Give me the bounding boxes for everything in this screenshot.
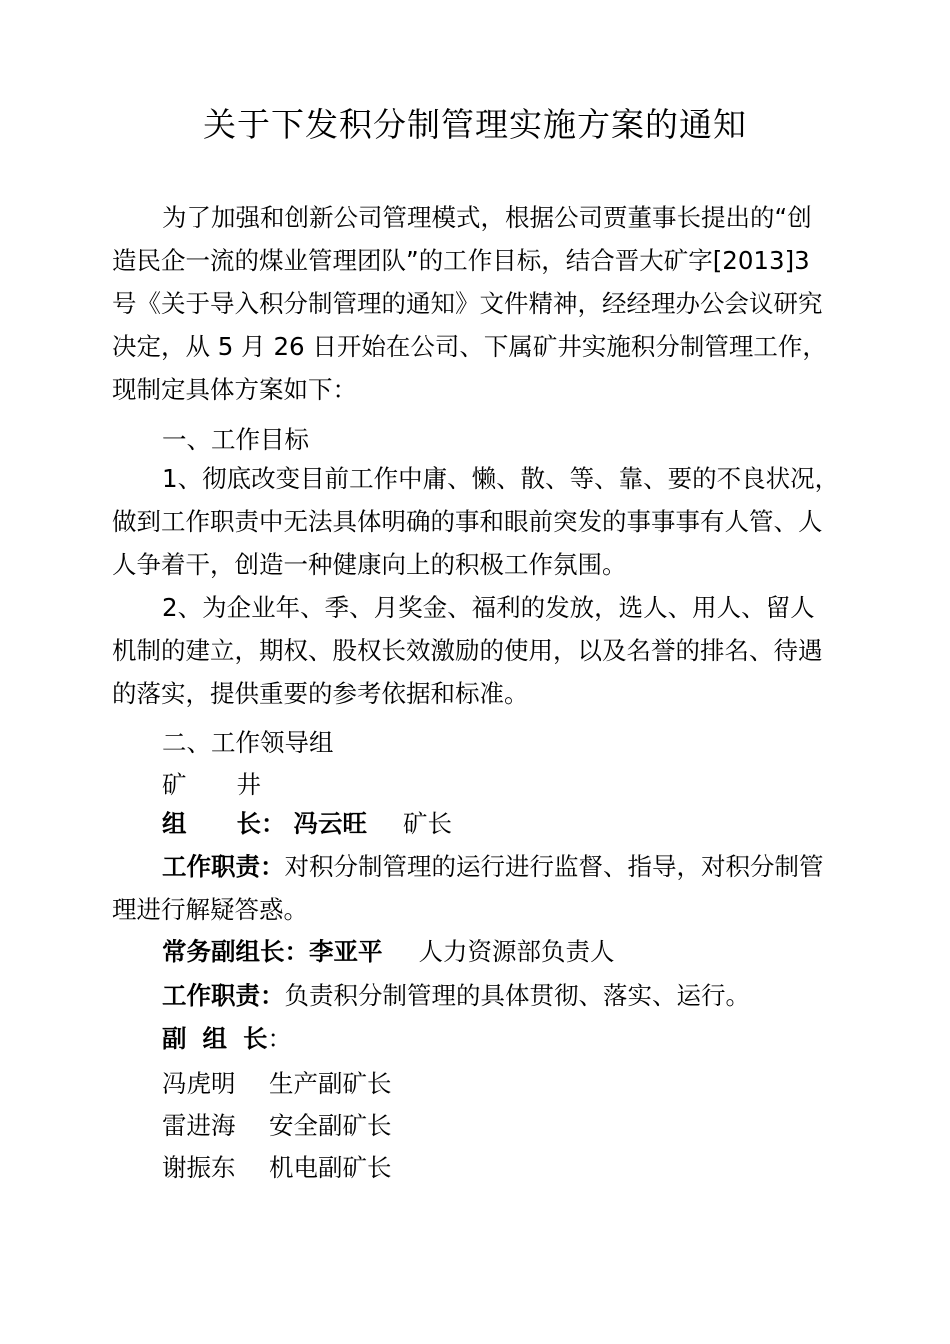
- deputy-row: [162, 1147, 392, 1189]
- leader-row: [162, 803, 452, 845]
- duty-label: 工作职责：: [162, 852, 285, 881]
- deputy-colon: ：: [267, 1024, 292, 1053]
- intro-line: 造民企一流的煤业管理团队”的工作目标，结合晋大矿字[2013]3: [112, 246, 810, 275]
- deputy-label-char: 副: [162, 1024, 187, 1053]
- exec-name: 李亚平: [309, 937, 383, 966]
- duty-row: [162, 846, 824, 888]
- intro-line: 现制定具体方案如下：: [112, 375, 357, 404]
- leader-title: 矿长: [403, 809, 452, 838]
- deputy-title: 生产副矿长: [269, 1069, 392, 1098]
- section-heading: 二、工作领导组: [162, 728, 334, 757]
- leader-label: 组: [162, 809, 187, 838]
- deputy-label-char: 长: [243, 1024, 268, 1053]
- exec-title: 人力资源部负责人: [418, 937, 615, 966]
- paragraph-line: 做到工作职责中无法具体明确的事和眼前突发的事事事有人管、人: [112, 507, 823, 536]
- duty-text: 对积分制管理的运行进行监督、指导，对积分制管: [284, 852, 824, 881]
- leader-label: 长：: [236, 809, 286, 838]
- deputy-name: 谢振东: [162, 1153, 236, 1182]
- deputy-label-char: 组: [202, 1024, 227, 1053]
- duty-text: 负责积分制管理的具体贯彻、落实、运行。: [284, 981, 750, 1010]
- deputy-row: [162, 1063, 392, 1105]
- exec-duty-row: [162, 975, 750, 1017]
- unit-label: [162, 764, 261, 806]
- section-heading: 一、工作目标: [162, 425, 309, 454]
- deputy-title: 机电副矿长: [269, 1153, 392, 1182]
- deputy-name: 冯虎明: [162, 1069, 236, 1098]
- intro-line: 号《关于导入积分制管理的通知》文件精神，经经理办公会议研究: [112, 289, 823, 318]
- deputy-row: [162, 1105, 392, 1147]
- paragraph-line: 1、彻底改变目前工作中庸、懒、散、等、靠、要的不良状况，: [162, 464, 840, 493]
- duty-label: 工作职责：: [162, 981, 285, 1010]
- unit-label-char: 矿: [162, 770, 187, 799]
- deputy-name: 雷进海: [162, 1111, 236, 1140]
- exec-leader-row: [162, 931, 615, 973]
- duty-text-continued: 理进行解疑答惑。: [112, 895, 308, 924]
- paragraph-line: 的落实，提供重要的参考依据和标准。: [112, 679, 529, 708]
- paragraph-line: 机制的建立，期权、股权长效激励的使用，以及名誉的排名、待遇: [112, 636, 823, 665]
- intro-line: 为了加强和创新公司管理模式，根据公司贾董事长提出的“创: [162, 203, 812, 232]
- deputy-title: 安全副矿长: [269, 1111, 392, 1140]
- exec-label: 常务副组长：: [162, 937, 309, 966]
- unit-label-char: 井: [236, 770, 261, 799]
- paragraph-line: 2、为企业年、季、月奖金、福利的发放，选人、用人、留人: [162, 593, 815, 622]
- paragraph-line: 人争着干，创造一种健康向上的积极工作氛围。: [112, 550, 627, 579]
- leader-name: 冯云旺: [293, 809, 367, 838]
- document-title: 关于下发积分制管理实施方案的通知: [203, 105, 747, 144]
- deputy-label: [162, 1018, 292, 1060]
- intro-line: 决定，从 5 月 26 日开始在公司、下属矿井实施积分制管理工作，: [112, 332, 827, 361]
